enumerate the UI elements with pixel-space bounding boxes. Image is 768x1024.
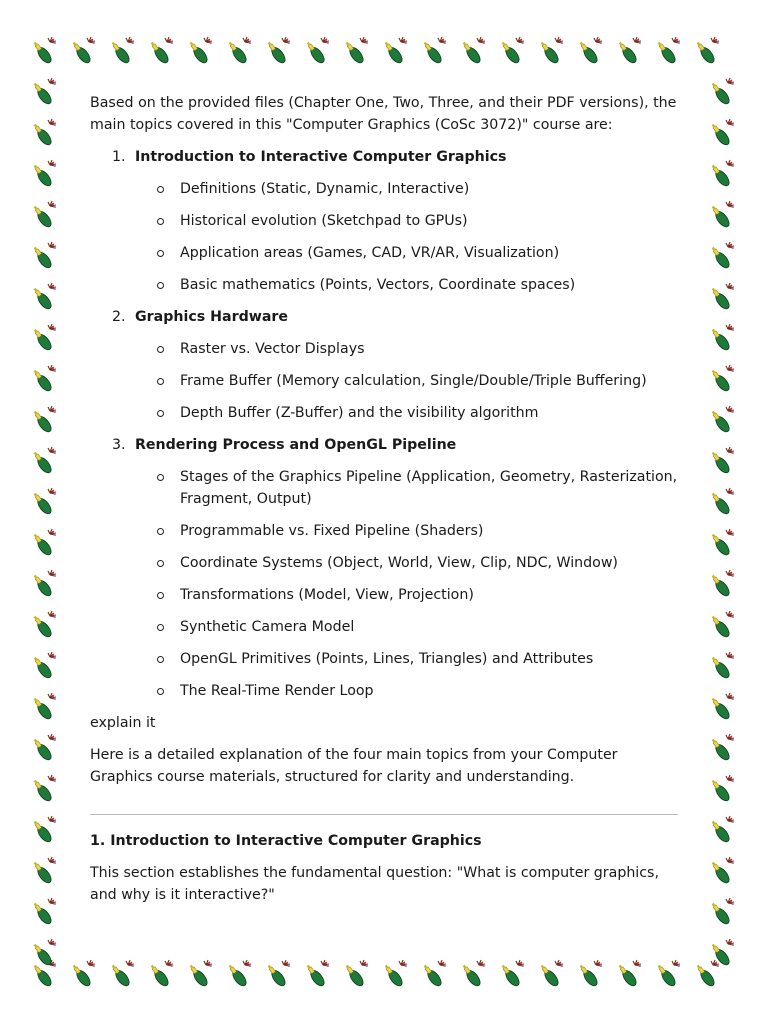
champagne-bottle-icon xyxy=(31,488,56,516)
champagne-bottle-icon xyxy=(265,960,290,988)
champagne-bottle-icon xyxy=(709,857,734,885)
hollow-bullet-icon xyxy=(157,528,164,535)
list-item xyxy=(90,584,678,606)
list-item-text: Depth Buffer (Z-Buffer) and the visibility algorithm xyxy=(180,405,539,421)
list-item xyxy=(90,616,678,638)
hollow-bullet-icon xyxy=(157,378,164,385)
champagne-bottle-icon xyxy=(709,283,734,311)
champagne-bottle-icon xyxy=(709,324,734,352)
champagne-bottle-icon xyxy=(655,37,680,65)
champagne-bottle-icon xyxy=(709,119,734,147)
list-item xyxy=(90,552,678,574)
champagne-bottle-icon xyxy=(709,611,734,639)
champagne-bottle-icon xyxy=(460,960,485,988)
champagne-bottle-icon xyxy=(304,37,329,65)
section-paragraph: This section establishes the fundamental question: "What is computer graphics, and why is it interactive?" xyxy=(90,865,659,903)
list-item xyxy=(90,210,678,232)
champagne-bottle-icon xyxy=(31,242,56,270)
champagne-bottle-icon xyxy=(31,201,56,229)
champagne-bottle-icon xyxy=(304,960,329,988)
champagne-bottle-icon xyxy=(187,960,212,988)
champagne-bottle-icon xyxy=(460,37,485,65)
champagne-bottle-icon xyxy=(709,939,734,967)
list-item-text: Stages of the Graphics Pipeline (Application, Geometry, Rasterization, Fragment, Output) xyxy=(180,469,678,507)
champagne-bottle-icon xyxy=(709,734,734,762)
hollow-bullet-icon xyxy=(157,186,164,193)
list-item-text: Programmable vs. Fixed Pipeline (Shaders) xyxy=(180,523,484,539)
topic-list xyxy=(90,146,678,702)
list-item xyxy=(90,370,678,392)
champagne-bottle-icon xyxy=(70,37,95,65)
champagne-bottle-icon xyxy=(226,960,251,988)
topic-number: 3. xyxy=(112,437,126,453)
champagne-bottle-icon xyxy=(709,242,734,270)
list-item-text: Transformations (Model, View, Projection) xyxy=(180,587,474,603)
list-item xyxy=(90,680,678,702)
list-item xyxy=(90,242,678,264)
champagne-bottle-icon xyxy=(109,37,134,65)
champagne-bottle-icon xyxy=(382,960,407,988)
list-item-text: Synthetic Camera Model xyxy=(180,619,355,635)
hollow-bullet-icon xyxy=(157,250,164,257)
champagne-bottle-icon xyxy=(709,898,734,926)
hollow-bullet-icon xyxy=(157,688,164,695)
champagne-bottle-icon xyxy=(31,78,56,106)
list-item xyxy=(90,274,678,296)
hollow-bullet-icon xyxy=(157,346,164,353)
champagne-bottle-icon xyxy=(31,365,56,393)
hollow-bullet-icon xyxy=(157,410,164,417)
topic-heading xyxy=(90,306,678,328)
hollow-bullet-icon xyxy=(157,624,164,631)
list-item xyxy=(90,178,678,200)
champagne-bottle-icon xyxy=(709,488,734,516)
champagne-bottle-icon xyxy=(616,960,641,988)
champagne-bottle-icon xyxy=(694,37,719,65)
section-heading: 1. Introduction to Interactive Computer Graphics xyxy=(90,833,482,849)
hollow-bullet-icon xyxy=(157,592,164,599)
champagne-bottle-icon xyxy=(31,816,56,844)
champagne-bottle-icon xyxy=(31,734,56,762)
list-item xyxy=(90,520,678,542)
hollow-bullet-icon xyxy=(157,474,164,481)
champagne-bottle-icon xyxy=(655,960,680,988)
list-item-text: Frame Buffer (Memory calculation, Single/Double/Triple Buffering) xyxy=(180,373,647,389)
champagne-bottle-icon xyxy=(709,447,734,475)
hollow-bullet-icon xyxy=(157,218,164,225)
champagne-bottle-icon xyxy=(538,37,563,65)
champagne-bottle-icon xyxy=(709,201,734,229)
champagne-bottle-icon xyxy=(31,652,56,680)
champagne-bottle-icon xyxy=(694,960,719,988)
champagne-bottle-icon xyxy=(616,37,641,65)
list-item-text: Coordinate Systems (Object, World, View, Clip, NDC, Window) xyxy=(180,555,618,571)
list-item-text: Raster vs. Vector Displays xyxy=(180,341,365,357)
list-item xyxy=(90,466,678,510)
champagne-bottle-icon xyxy=(31,447,56,475)
topic-title: Rendering Process and OpenGL Pipeline xyxy=(135,437,457,453)
champagne-bottle-icon xyxy=(709,78,734,106)
champagne-bottle-icon xyxy=(709,775,734,803)
topic-number: 1. xyxy=(112,149,126,165)
horizontal-divider xyxy=(90,814,678,815)
topic-heading xyxy=(90,434,678,456)
champagne-bottle-icon xyxy=(31,693,56,721)
list-item-text: Historical evolution (Sketchpad to GPUs) xyxy=(180,213,468,229)
champagne-bottle-icon xyxy=(343,37,368,65)
champagne-bottle-icon xyxy=(187,37,212,65)
champagne-bottle-icon xyxy=(31,611,56,639)
champagne-bottle-icon xyxy=(709,406,734,434)
list-item xyxy=(90,648,678,670)
list-item-text: Basic mathematics (Points, Vectors, Coordinate spaces) xyxy=(180,277,576,293)
champagne-bottle-icon xyxy=(709,693,734,721)
champagne-bottle-icon xyxy=(31,324,56,352)
champagne-bottle-icon xyxy=(577,37,602,65)
champagne-bottle-icon xyxy=(31,960,56,988)
topic-number: 2. xyxy=(112,309,126,325)
champagne-bottle-icon xyxy=(31,406,56,434)
champagne-bottle-icon xyxy=(499,960,524,988)
list-item xyxy=(90,402,678,424)
champagne-bottle-icon xyxy=(709,570,734,598)
intro-paragraph: Based on the provided files (Chapter One, Two, Three, and their PDF versions), the main topics covered in this "Computer Graphics (CoSc 3072)" course are: xyxy=(90,95,677,133)
topic-title: Graphics Hardware xyxy=(135,309,289,325)
champagne-bottle-icon xyxy=(421,960,446,988)
list-item xyxy=(90,338,678,360)
user-prompt: explain it xyxy=(90,715,156,731)
champagne-bottle-icon xyxy=(499,37,524,65)
champagne-bottle-icon xyxy=(421,37,446,65)
champagne-bottle-icon xyxy=(109,960,134,988)
champagne-bottle-icon xyxy=(709,365,734,393)
hollow-bullet-icon xyxy=(157,282,164,289)
champagne-bottle-icon xyxy=(31,898,56,926)
champagne-bottle-icon xyxy=(709,160,734,188)
champagne-bottle-icon xyxy=(31,37,56,65)
champagne-bottle-icon xyxy=(31,775,56,803)
champagne-bottle-icon xyxy=(382,37,407,65)
champagne-bottle-icon xyxy=(226,37,251,65)
list-item-text: The Real-Time Render Loop xyxy=(180,683,374,699)
hollow-bullet-icon xyxy=(157,560,164,567)
champagne-bottle-icon xyxy=(148,37,173,65)
champagne-bottle-icon xyxy=(31,857,56,885)
champagne-bottle-icon xyxy=(31,119,56,147)
list-item-text: Application areas (Games, CAD, VR/AR, Visualization) xyxy=(180,245,560,261)
champagne-bottle-icon xyxy=(538,960,563,988)
topic-title: Introduction to Interactive Computer Graphics xyxy=(135,149,507,165)
champagne-bottle-icon xyxy=(31,939,56,967)
champagne-bottle-icon xyxy=(577,960,602,988)
champagne-bottle-icon xyxy=(31,283,56,311)
list-item-text: Definitions (Static, Dynamic, Interactive) xyxy=(180,181,470,197)
champagne-bottle-icon xyxy=(265,37,290,65)
champagne-bottle-icon xyxy=(709,529,734,557)
champagne-bottle-icon xyxy=(709,816,734,844)
champagne-bottle-icon xyxy=(31,160,56,188)
response-intro-paragraph: Here is a detailed explanation of the four main topics from your Computer Graphics course materials, structured for clarity and understanding. xyxy=(90,747,618,785)
champagne-bottle-icon xyxy=(31,570,56,598)
champagne-bottle-icon xyxy=(70,960,95,988)
champagne-bottle-icon xyxy=(31,529,56,557)
topic-heading xyxy=(90,146,678,168)
champagne-bottle-icon xyxy=(343,960,368,988)
champagne-bottle-icon xyxy=(148,960,173,988)
hollow-bullet-icon xyxy=(157,656,164,663)
champagne-bottle-icon xyxy=(709,652,734,680)
document-body xyxy=(90,92,678,916)
list-item-text: OpenGL Primitives (Points, Lines, Triangles) and Attributes xyxy=(180,651,594,667)
